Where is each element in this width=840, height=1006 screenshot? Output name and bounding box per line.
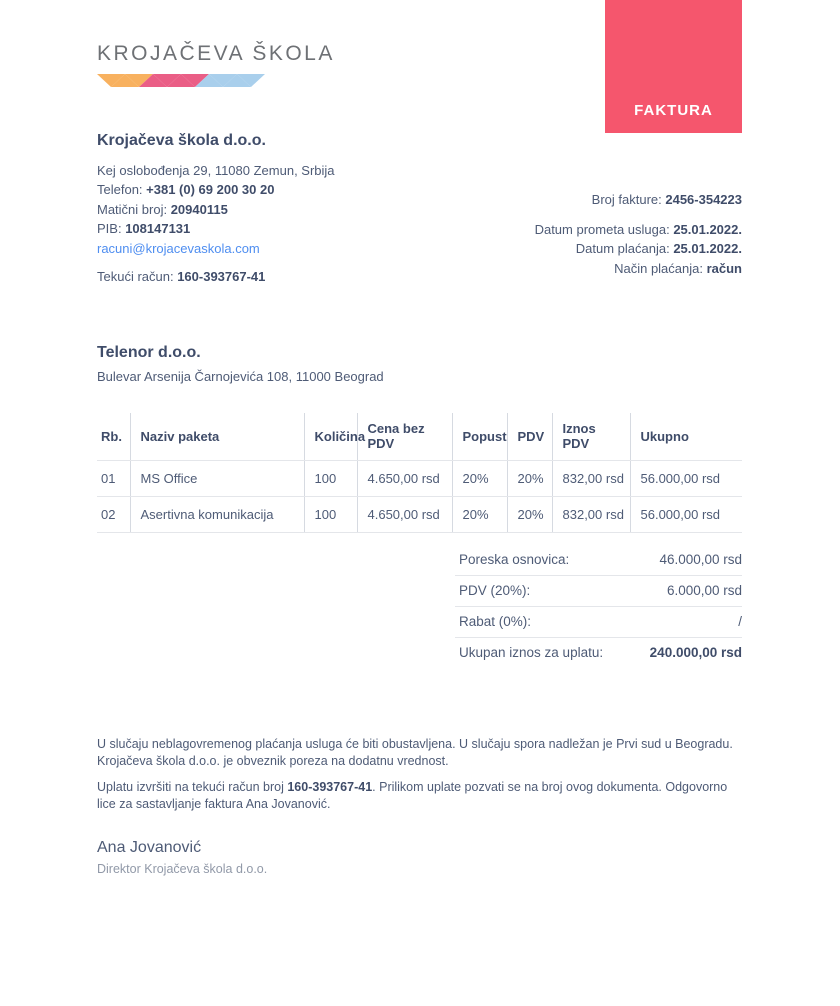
banner-label: FAKTURA	[634, 102, 713, 119]
table-header-cell: Ukupno	[630, 413, 742, 461]
table-header-cell: Cena bez PDV	[357, 413, 452, 461]
totals-label: Ukupan iznos za uplatu:	[459, 645, 604, 660]
table-header-cell: PDV	[507, 413, 552, 461]
meta-broj-label: Broj fakture:	[591, 192, 666, 207]
table-cell: 4.650,00 rsd	[357, 461, 452, 497]
totals-label: PDV (20%):	[459, 583, 531, 598]
terms-para2-after: . Prilikom uplate pozvati se na broj ovog dokumenta. Odgovorno lice za sastavljanje faktura Ana Jovanović.	[97, 780, 728, 811]
terms-paragraph-1: U slučaju neblagovremenog plaćanja usluga će biti obustavljena. U slučaju spora nadležan je Prvi sud u Beogradu. Krojačeva škola d.o.o. je obveznik poreza na dodatnu vrednost.	[97, 737, 733, 768]
table-cell: 56.000,00 rsd	[630, 461, 742, 497]
invoice-meta	[535, 190, 742, 278]
table-cell: 4.650,00 rsd	[357, 497, 452, 533]
table-cell: 01	[97, 461, 130, 497]
meta-datum-prometa	[535, 220, 742, 240]
client-address: Bulevar Arsenija Čarnojevića 108, 11000 Beograd	[97, 369, 384, 384]
meta-datum-placanja-label: Datum plaćanja:	[575, 241, 674, 256]
totals-value: 240.000,00 rsd	[649, 645, 742, 660]
faktura-banner	[605, 0, 742, 133]
meta-broj-value: 2456-354223	[665, 192, 742, 207]
totals-row	[455, 576, 742, 607]
meta-datum-prometa-value: 25.01.2022.	[673, 221, 742, 237]
table-cell: 832,00 rsd	[552, 497, 630, 533]
company-email-link[interactable]: racuni@krojacevaskola.com	[97, 240, 260, 256]
company-info	[97, 131, 335, 287]
table-cell: Asertivna komunikacija	[130, 497, 304, 533]
company-name: Krojačeva škola d.o.o.	[97, 132, 266, 149]
table-cell: 20%	[507, 461, 552, 497]
totals-row	[455, 607, 742, 638]
items-table	[97, 413, 742, 533]
company-pib-value: 108147131	[125, 221, 191, 236]
items-section	[97, 413, 742, 533]
terms-paragraph-2	[97, 779, 745, 812]
logo-text: KROJAČEVA ŠKOLA	[97, 42, 335, 65]
signature-block	[97, 839, 267, 876]
company-email	[97, 239, 335, 259]
client-name: Telenor d.o.o.	[97, 344, 201, 361]
table-cell: 100	[304, 497, 357, 533]
company-maticni-value: 20940115	[170, 201, 228, 217]
totals-value: 46.000,00 rsd	[659, 552, 742, 567]
meta-datum-placanja-value: 25.01.2022.	[673, 241, 742, 256]
meta-datum-placanja	[535, 239, 742, 259]
totals-section	[455, 545, 742, 668]
table-cell: 20%	[452, 461, 507, 497]
company-maticni	[97, 200, 335, 220]
table-cell: 832,00 rsd	[552, 461, 630, 497]
company-account	[97, 267, 335, 287]
company-phone-value: +381 (0) 69 200 30 20	[146, 182, 275, 197]
company-maticni-label: Matični broj:	[97, 201, 171, 217]
totals-row	[455, 545, 742, 576]
meta-nacin-placanja	[535, 259, 742, 279]
table-header-cell: Rb.	[97, 413, 130, 461]
signature-title: Direktor Krojačeva škola d.o.o.	[97, 862, 268, 876]
company-account-value: 160-393767-41	[177, 269, 266, 284]
company-account-label: Tekući račun:	[97, 269, 178, 284]
totals-label: Poreska osnovica:	[459, 552, 570, 567]
table-cell: 20%	[452, 497, 507, 533]
totals-label: Rabat (0%):	[459, 614, 532, 629]
table-header-cell: Popust	[452, 413, 507, 461]
table-header-cell: Iznos PDV	[552, 413, 630, 461]
totals-value: 6.000,00 rsd	[666, 583, 742, 598]
logo-pattern	[97, 74, 335, 87]
terms-para2-before: Uplatu izvršiti na tekući račun broj	[97, 780, 288, 794]
meta-broj-fakture	[535, 190, 742, 210]
table-cell: 20%	[507, 497, 552, 533]
triangle-down-icon	[237, 74, 265, 87]
totals-value: /	[738, 614, 742, 629]
table-cell: 56.000,00 rsd	[630, 497, 742, 533]
table-cell: 100	[304, 461, 357, 497]
company-phone	[97, 180, 335, 200]
client-info	[97, 344, 384, 384]
items-table-body	[97, 461, 742, 533]
company-address: Kej oslobođenja 29, 11080 Zemun, Srbija	[97, 162, 335, 178]
table-header-cell: Količina	[304, 413, 357, 461]
meta-nacin-label: Način plaćanja:	[614, 260, 707, 276]
table-cell: MS Office	[130, 461, 304, 497]
company-phone-label: Telefon:	[97, 182, 147, 197]
terms-section	[97, 736, 745, 812]
table-header-cell: Naziv paketa	[130, 413, 304, 461]
company-logo	[97, 42, 335, 87]
company-pib-label: PIB:	[97, 221, 126, 236]
terms-para2-account: 160-393767-41	[287, 780, 373, 794]
meta-nacin-value: račun	[706, 260, 742, 276]
items-table-head-row	[97, 413, 742, 461]
totals-row	[455, 638, 742, 668]
table-row	[97, 461, 742, 497]
company-pib	[97, 219, 335, 239]
signature-name: Ana Jovanović	[97, 839, 202, 856]
table-cell: 02	[97, 497, 130, 533]
meta-datum-prometa-label: Datum prometa usluga:	[534, 221, 674, 237]
table-row	[97, 497, 742, 533]
